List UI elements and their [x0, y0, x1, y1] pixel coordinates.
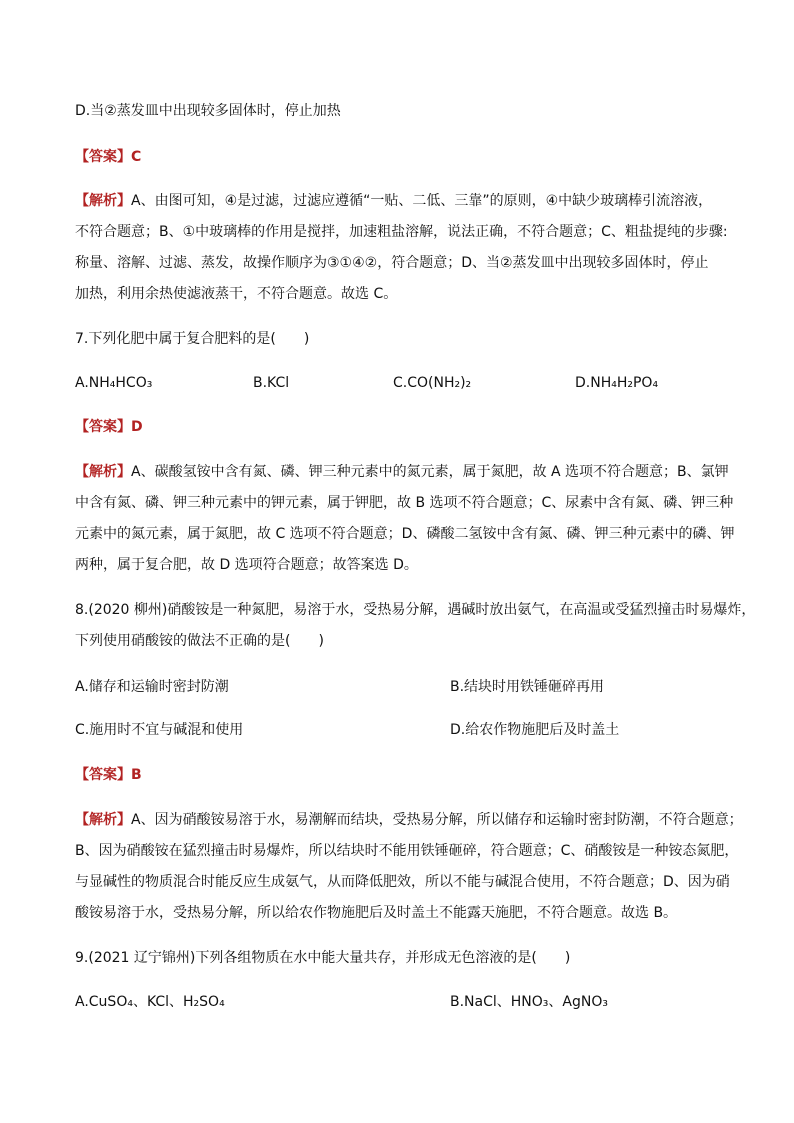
answer-label: 【答案】: [75, 767, 131, 783]
q7-analysis-line-1: [75, 461, 729, 483]
q8-option-b: B.结块时用铁锤砸碎再用: [450, 679, 605, 695]
q7-analysis-line-3: 元素中的氮元素，属于氮肥，故 C 选项不符合题意；D、磷酸二氢铵中含有氮、磷、钾三种元素中的磷、钾: [75, 526, 735, 542]
q8-analysis-line-3: 与显碱性的物质混合时能反应生成氨气，从而降低肥效，所以不能与碱混合使用，不符合题意；D、因为硝: [75, 874, 730, 890]
q8-stem-line-1: 8.(2020 柳州)硝酸铵是一种氮肥，易溶于水，受热易分解，遇碱时放出氨气，在高温或受猛烈撞击时易爆炸，: [75, 602, 756, 618]
q6-analysis-line-2: 不符合题意；B、①中玻璃棒的作用是搅拌，加速粗盐溶解，说法正确，不符合题意；C、粗盐提纯的步骤:: [75, 224, 728, 240]
q6-analysis-line-3: 称量、溶解、过滤、蒸发，故操作顺序为③①④②，符合题意；D、当②蒸发皿中出现较多固体时，停止: [75, 255, 709, 271]
analysis-label: 【解析】: [75, 812, 131, 828]
q6-analysis-line-4: 加热，利用余热使滤液蒸干，不符合题意。故选 C。: [75, 286, 398, 302]
answer-label: 【答案】: [75, 149, 131, 165]
analysis-label: 【解析】: [75, 464, 131, 480]
answer-label: 【答案】: [75, 419, 131, 435]
q8-analysis-line-4: 酸铵易溶于水，受热易分解，所以给农作物施肥后及时盖土不能露天施肥，不符合题意。故选 B。: [75, 905, 678, 921]
answer-value: D: [131, 419, 143, 435]
q7-analysis-line-2: 中含有氮、磷、钾三种元素中的钾元素，属于钾肥，故 B 选项不符合题意；C、尿素中含有氮、磷、钾三种: [75, 495, 734, 511]
q9-option-a: A.CuSO₄、KCl、H₂SO₄: [75, 994, 225, 1010]
q8-option-a: A.储存和运输时密封防潮: [75, 679, 229, 695]
q8-analysis-line-1: [75, 809, 743, 831]
q7-analysis-line-4: 两种，属于复合肥，故 D 选项符合题意；故答案选 D。: [75, 557, 418, 573]
answer-value: B: [131, 767, 142, 783]
analysis-text: A、碳酸氢铵中含有氮、磷、钾三种元素中的氮元素，属于氮肥，故 A 选项不符合题意；B、氯钾: [131, 464, 729, 480]
q8-option-d: D.给农作物施肥后及时盖土: [450, 722, 620, 738]
q7-stem: 7.下列化肥中属于复合肥料的是( ): [75, 331, 310, 347]
q7-option-d: D.NH₄H₂PO₄: [575, 375, 659, 391]
q6-answer: [75, 146, 141, 168]
answer-value: C: [131, 149, 142, 165]
q6-option-d: D.当②蒸发皿中出现较多固体时，停止加热: [75, 103, 341, 119]
analysis-text: A、因为硝酸铵易溶于水，易潮解而结块，受热易分解，所以储存和运输时密封防潮，不符合题意；: [131, 812, 743, 828]
q7-option-b: B.KCl: [253, 375, 290, 391]
q6-analysis-line-1: [75, 190, 712, 212]
q9-stem: 9.(2021 辽宁锦州)下列各组物质在水中能大量共存，并形成无色溶液的是( ): [75, 950, 571, 966]
q8-analysis-line-2: B、因为硝酸铵在猛烈撞击时易爆炸，所以结块时不能用铁锤砸碎，符合题意；C、硝酸铵是一种铵态氮肥，: [75, 843, 739, 859]
q9-option-b: B.NaCl、HNO₃、AgNO₃: [450, 994, 608, 1010]
q8-option-c: C.施用时不宜与碱混和使用: [75, 722, 244, 738]
analysis-label: 【解析】: [75, 193, 131, 209]
q7-answer: [75, 416, 143, 438]
q8-answer: [75, 764, 142, 786]
analysis-text: A、由图可知，④是过滤，过滤应遵循“一贴、二低、三靠”的原则，④中缺少玻璃棒引流溶液，: [131, 193, 713, 209]
q7-option-a: A.NH₄HCO₃: [75, 375, 153, 391]
q8-stem-line-2: 下列使用硝酸铵的做法不正确的是( ): [75, 633, 324, 649]
q7-option-c: C.CO(NH₂)₂: [393, 375, 472, 391]
